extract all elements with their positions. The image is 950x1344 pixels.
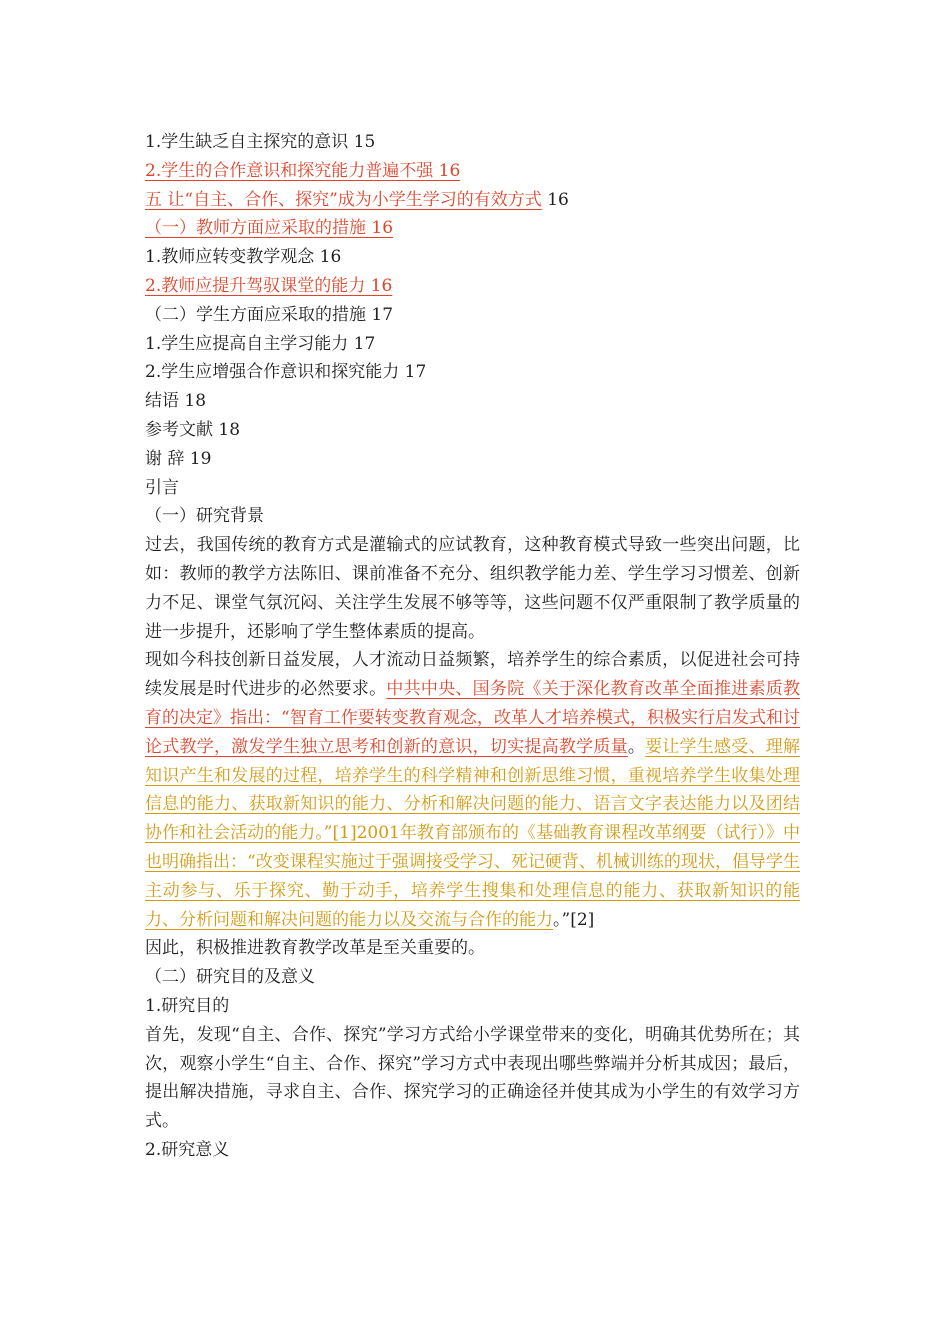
paragraph: 首先，发现“自主、合作、探究”学习方式给小学课堂带来的变化，明确其优势所在；其次，观察小学生“自主、合作、探究”学习方式中表现出哪些弊端并分析其成因；最后，提出解决措施，寻求自主、合作、探究学习的正确途径并使其成为小学生的有效学习方式。	[145, 1024, 800, 1132]
paragraph-text: 。”[2]	[553, 909, 595, 930]
toc-entry[interactable]: 谢 辞 19	[145, 448, 212, 469]
sub-subsection-heading: 1.研究目的	[145, 995, 230, 1016]
paragraph-text: 。	[627, 736, 646, 757]
toc-entry[interactable]: 1.教师应转变教学观念 16	[145, 247, 342, 268]
document-body	[145, 128, 800, 1165]
toc-entry-link[interactable]: 2.教师应提升驾驭课堂的能力 16	[145, 275, 393, 296]
section-heading-intro: 引言	[145, 477, 179, 498]
toc-entry[interactable]: 2.学生应增强合作意识和探究能力 17	[145, 362, 427, 383]
subsection-heading: （一）研究背景	[145, 506, 264, 527]
toc-entry[interactable]	[145, 214, 800, 243]
sub-subsection-heading: 2.研究意义	[145, 1139, 230, 1160]
toc-entry[interactable]	[145, 157, 800, 186]
toc-entry-link[interactable]: （一）教师方面应采取的措施 16	[145, 218, 394, 239]
toc-entry[interactable]: 参考文献 18	[145, 419, 241, 440]
toc-entry[interactable]: （二）学生方面应采取的措施 17	[145, 304, 394, 325]
toc-page-number: 16	[541, 189, 569, 210]
subsection-heading: （二）研究目的及意义	[145, 967, 315, 988]
paragraph-with-citations	[145, 646, 800, 934]
highlighted-quote-red: 中共中央、国务院《关于深化教育改革全面推进素质教育的决定》指出：“智育工作要转变教育观念，改革人才培养模式，积极实行启发式和讨论式教学，激发学生独立思考和创新的意识，切实提高教学质量	[145, 679, 800, 757]
paragraph-text: 现如今科技创新日益发展，人才流动日益频繁，培养学生的综合素质，以促进社会可持续发展是时代进步的必然要求。	[145, 650, 800, 700]
table-of-contents	[145, 128, 800, 474]
toc-entry[interactable]: 1.学生缺乏自主探究的意识 15	[145, 132, 376, 152]
toc-entry-link[interactable]: 五 让“自主、合作、探究”成为小学生学习的有效方式	[145, 189, 542, 210]
toc-entry-link[interactable]: 2.学生的合作意识和探究能力普遍不强 16	[145, 160, 461, 181]
toc-entry[interactable]	[145, 272, 800, 301]
paragraph: 过去，我国传统的教育方式是灌输式的应试教育，这种教育模式导致一些突出问题，比如：教师的教学方法陈旧、课前准备不充分、组织教学能力差、学生学习习惯差、创新力不足、课堂气氛沉闷、关注学生发展不够等等，这些问题不仅严重限制了教学质量的进一步提升，还影响了学生整体素质的提高。	[145, 535, 800, 642]
paragraph: 因此，积极推进教育教学改革是至关重要的。	[145, 938, 485, 959]
toc-entry[interactable]	[145, 186, 800, 215]
highlighted-quote-gold: 要让学生感受、理解知识产生和发展的过程，培养学生的科学精神和创新思维习惯，重视培养学生收集处理信息的能力、获取新知识的能力、分析和解决问题的能力、语言文字表达能力以及团结协作和社会活动的能力。”[1]2001年教育部颁布的《基础教育课程改革纲要（试行）》中也明确指出：“改变课程实施过于强调接受学习、死记硬背、机械训练的现状，倡导学生主动参与、乐于探究、勤于动手，培养学生搜集和处理信息的能力、获取新知识的能力、分析问题和解决问题的能力以及交流与合作的能力	[145, 736, 801, 930]
toc-entry[interactable]: 1.学生应提高自主学习能力 17	[145, 333, 376, 354]
toc-entry[interactable]: 结语 18	[145, 391, 207, 412]
